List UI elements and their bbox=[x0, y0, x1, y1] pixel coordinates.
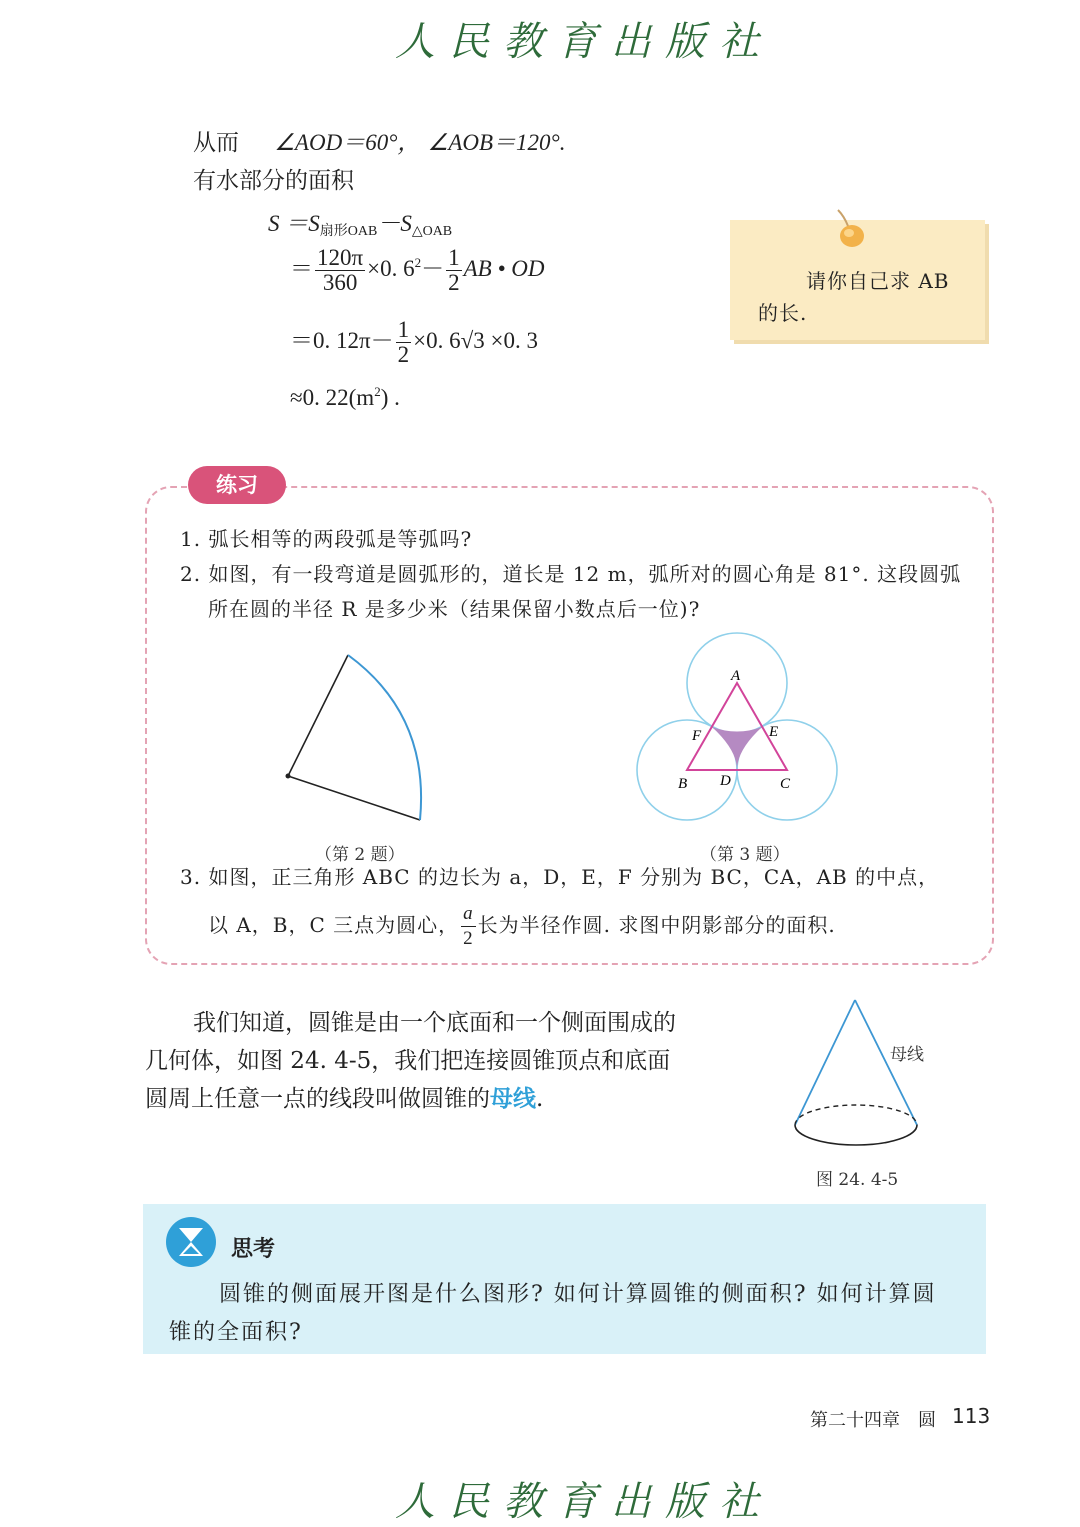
hourglass-icon bbox=[165, 1216, 217, 1268]
label-d: D bbox=[720, 773, 731, 789]
cone-label: 母线 bbox=[890, 1045, 924, 1065]
cone-text-line3-pre: 圆周上任意一点的线段叫做圆锥的 bbox=[145, 1086, 490, 1112]
equation-3 bbox=[290, 318, 538, 367]
label-c: C bbox=[780, 776, 791, 792]
label-b: B bbox=[678, 776, 688, 792]
fraction-half-2 bbox=[396, 318, 412, 367]
cone-base-back bbox=[795, 1105, 917, 1125]
publisher-watermark-top: 人民教育出版社 bbox=[395, 19, 773, 65]
eq3-tail: ×0. 6√3 ×0. 3 bbox=[413, 327, 538, 353]
eq1-minus: －S bbox=[377, 211, 412, 236]
eq1-sub-triangle: △OAB bbox=[411, 224, 453, 239]
cone-text-line3-end: . bbox=[536, 1086, 544, 1112]
think-box bbox=[143, 1204, 986, 1354]
caption-question-3: （第 3 题） bbox=[700, 845, 790, 865]
half-den-2: 2 bbox=[397, 342, 410, 367]
term-generatrix: 母线 bbox=[490, 1085, 536, 1112]
fraction-120pi-360 bbox=[315, 246, 365, 295]
cone-figure-caption: 图 24. 4-5 bbox=[816, 1170, 899, 1190]
label-a: A bbox=[731, 668, 741, 684]
cone-side-left bbox=[795, 1000, 855, 1125]
q3-line2-post: 长为半径作圆. 求图中阴影部分的面积. bbox=[477, 913, 836, 937]
cone-text-line-2: 几何体，如图 24. 4-5，我们把连接圆锥顶点和底面 bbox=[145, 1048, 671, 1074]
think-line-2: 锥的全面积? bbox=[169, 1320, 303, 1345]
practice-tag: 练习 bbox=[188, 466, 286, 504]
sector-arc bbox=[348, 655, 421, 820]
eq2-tail: AB • OD bbox=[463, 255, 545, 281]
cone-text-line-1: 我们知道，圆锥是由一个底面和一个侧面围成的 bbox=[193, 1010, 676, 1036]
frac-num: 120π bbox=[317, 245, 364, 270]
think-line-1: 圆锥的侧面展开图是什么图形? 如何计算圆锥的侧面积? 如何计算圆 bbox=[219, 1282, 937, 1307]
sector-figure bbox=[270, 640, 440, 830]
caption-question-2: （第 2 题） bbox=[315, 845, 405, 865]
eq4-value: ≈0. 22(m bbox=[290, 385, 375, 410]
eq4-end: ) . bbox=[380, 385, 400, 410]
question-2-line-2: 所在圆的半径 R 是多少米（结果保留小数点后一位)? bbox=[208, 597, 701, 621]
equation-4 bbox=[290, 384, 400, 411]
derivation-line-1 bbox=[193, 124, 566, 162]
derivation-line-2: 有水部分的面积 bbox=[193, 168, 354, 194]
pushpin-icon bbox=[830, 206, 870, 252]
half-den: 2 bbox=[448, 270, 460, 295]
footer-chapter: 第二十四章 圆 bbox=[810, 1410, 936, 1431]
publisher-watermark-bottom: 人民教育出版社 bbox=[395, 1479, 773, 1525]
page-number: 113 bbox=[952, 1404, 991, 1428]
eq4-sup: 2 bbox=[374, 384, 381, 399]
sector-radius-1 bbox=[288, 655, 348, 776]
eq2-sup: 2 bbox=[414, 254, 422, 270]
fraction-half bbox=[446, 246, 462, 295]
eq1-lhs: S ＝S bbox=[268, 211, 320, 236]
eq2-minus: － bbox=[421, 255, 445, 281]
sector-radius-2 bbox=[288, 776, 420, 820]
cone-figure bbox=[785, 995, 935, 1160]
label-f: F bbox=[692, 728, 702, 744]
question-3-line-2 bbox=[208, 902, 836, 951]
think-title: 思考 bbox=[231, 1237, 276, 1262]
label-e: E bbox=[769, 724, 779, 740]
triangle-circles-figure bbox=[630, 630, 845, 830]
equation-1 bbox=[268, 205, 452, 240]
shaded-region bbox=[712, 727, 762, 770]
question-2-line-1: 2. 如图，有一段弯道是圆弧形的，道长是 12 m，弧所对的圆心角是 81°. 这段圆弧 bbox=[180, 562, 962, 586]
note-line-1: 请你自己求 AB bbox=[806, 269, 950, 293]
question-1: 1. 弧长相等的两段弧是等弧吗? bbox=[180, 527, 473, 551]
cone-base-front bbox=[795, 1125, 917, 1145]
eq1-sub-sector: 扇形OAB bbox=[319, 224, 378, 239]
note-line-2: 的长. bbox=[758, 301, 808, 325]
frac-den: 360 bbox=[322, 270, 358, 295]
half-num-2: 1 bbox=[397, 317, 410, 342]
angle-aod: ∠AOD＝60°， bbox=[274, 130, 421, 155]
derivation-prefix: 从而 bbox=[193, 130, 239, 156]
fraction-a-over-2 bbox=[461, 902, 476, 951]
half-num: 1 bbox=[448, 245, 460, 270]
q3-frac-den: 2 bbox=[463, 928, 474, 949]
sector-center-point bbox=[286, 774, 291, 779]
side-note bbox=[730, 220, 985, 340]
q3-frac-num: a bbox=[461, 902, 476, 927]
cone-text-line-3 bbox=[145, 1080, 543, 1118]
angle-aob: ∠AOB＝120°. bbox=[427, 130, 566, 155]
question-3-line-1: 3. 如图，正三角形 ABC 的边长为 a，D，E，F 分别为 BC，CA，AB 的中点， bbox=[180, 865, 940, 889]
eq2-mid: ×0. 6 bbox=[367, 255, 415, 281]
equation-2: ＝ $\frac{120\pi}{360}$ ×0. $6^2-$ $\frac{1}{2}$ AB • OD bbox=[290, 245, 545, 295]
eq3-head: ＝0. 12π－ bbox=[290, 327, 394, 353]
q3-line2-pre: 以 A，B，C 三点为圆心， bbox=[208, 913, 460, 937]
